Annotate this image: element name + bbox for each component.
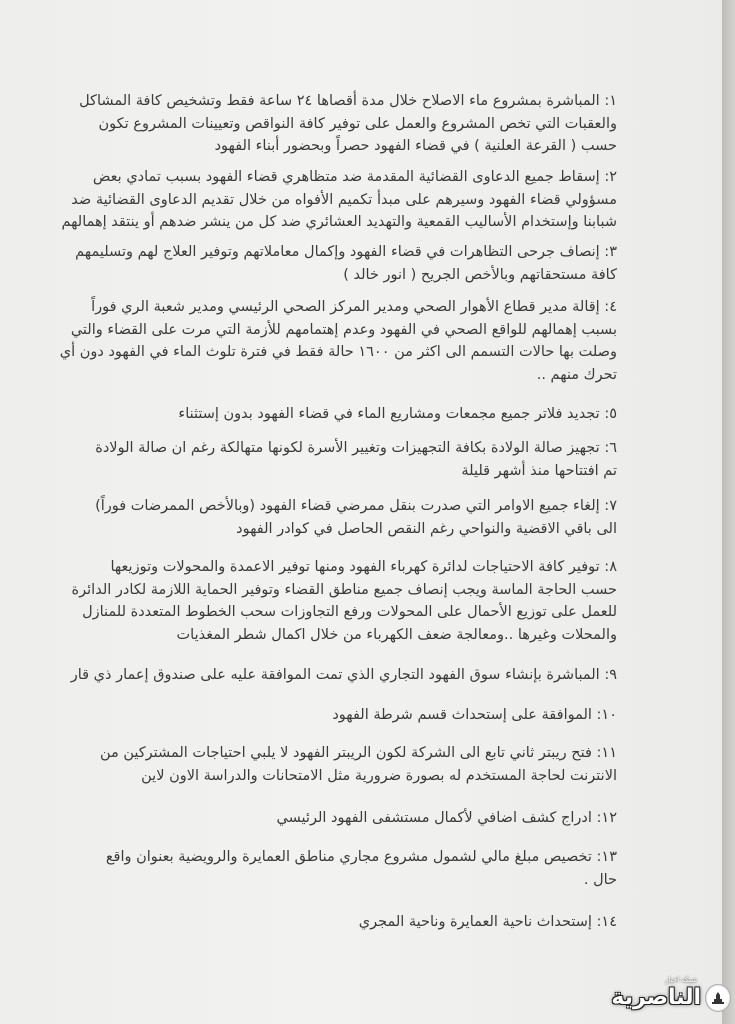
item-line: ١٢: ادراج كشف اضافي لأكمال مستشفى الفهود الرئيسي [276,810,617,826]
demand-item-4 [60,296,617,386]
paper-edge [722,0,735,1024]
item-line: حسب ( القرعة العلنية ) في قضاء الفهود حصراً وبحضور أبناء الفهود [214,138,617,154]
demand-item-14 [359,911,617,934]
item-line: ١٤: إستحداث ناحية العمايرة وناحية المجري [358,914,617,930]
item-line: ٩: المباشرة بإنشاء سوق الفهود التجاري الذي تمت الموافقة عليه على صندوق إعمار ذي قار [70,667,617,683]
demand-item-9 [71,664,617,687]
demand-item-13 [106,846,617,891]
demand-item-7 [95,495,617,540]
item-line: ٨: توفير كافة الاحتياجات لدائرة كهرباء الفهود ومنها توفير الاعمدة والمحولات وتوزيعها [110,559,617,575]
watermark-text: الناصرية [611,985,701,1010]
item-line: الى باقي الاقضية والنواحي رغم النقص الحاصل في كوادر الفهود [236,520,617,537]
watermark-logo [593,978,731,1018]
item-line: كافة مستحقاتهم وبالأخص الجريح ( انور خالد ) [343,266,617,283]
item-line: تحرك منهم .. [536,366,617,383]
item-line: الانترنت لحاجة المستخدم له بصورة ضرورية مثل الامتحانات والدراسة الاون لاين [141,767,617,784]
item-line: مسؤولي قضاء الفهود وسيرهم على مبدأ تكميم الأفواه من خلال تقديم الدعاوى القضائية ضد [71,191,617,208]
item-line: ١٠: الموافقة على إستحداث قسم شرطة الفهود [332,707,617,723]
item-line: ١: المباشرة بمشروع ماء الاصلاح خلال مدة أقصاها ٢٤ ساعة فقط وتشخيص كافة المشاكل [79,93,617,109]
demand-item-10 [332,704,617,727]
item-line: ٢: إسقاط جميع الدعاوى القضائية المقدمة ضد متظاهري قضاء الفهود بسبب تمادي بعض [92,169,617,185]
ziggurat-icon [705,984,731,1012]
item-line: ٣: إنصاف جرحى التظاهرات في قضاء الفهود وإكمال معاملاتهم وتوفير العلاج لهم وتسليمهم [75,244,617,260]
item-line: والمحلات وغيرها ..ومعالجة ضعف الكهرباء من خلال اكمال شطر المغذيات [176,626,617,643]
item-line: للعمل على توزيع الأحمال على المحولات ورفع التجاوزات سحب الخطوط المتعددة للمنازل [82,604,617,620]
item-line: حال . [583,871,617,888]
demand-item-12 [277,807,617,830]
demand-item-5 [178,403,617,426]
demand-item-3 [75,241,617,286]
demand-item-6 [95,437,617,482]
item-line: ٥: تجديد فلاتر جميع مجمعات ومشاريع الماء في قضاء الفهود بدون إستثناء [178,406,617,422]
item-line: حسب الحاجة الماسة ويجب إنصاف جميع مناطق القضاء وتوفير الحماية اللازمة لكادر الدائرة [71,581,617,598]
item-line: بسبب إهمالهم للواقع الصحي في الفهود وعدم إهتمامهم للأزمة التي مرت على القضاء والتي [70,321,617,338]
demand-item-11 [100,742,617,787]
item-line: ١٣: تخصيص مبلغ مالي لشمول مشروع مجاري مناطق العمايرة والرويضية بعنوان واقع [105,849,617,865]
watermark-small-text: شبكة اخبار [665,976,697,984]
item-line: والعقبات التي تخص المشروع والعمل على توفير كافة النواقص وتعيينات المشروع تكون [98,115,617,132]
item-line: شبابنا وإستخدام الأساليب القمعية والتهديد العشائري ضد كل من ينشر ضدهم أو ينتقد إهمالهم [61,214,617,230]
demand-item-1 [79,90,617,158]
item-line: تم افتتاحها منذ أشهر قليلة [461,462,617,479]
demand-item-8 [72,556,617,646]
item-line: ١١: فتح ريبتر ثاني تابع الى الشركة لكون الريبتر الفهود لا يلبي احتياجات المشتركين من [99,745,617,761]
item-line: ٧: إلغاء جميع الاوامر التي صدرت بنقل ممرضي قضاء الفهود (وبالأخص الممرضات فوراً) [95,498,617,514]
demand-item-2 [61,166,617,234]
item-line: وصلت بها حالات التسمم الى اكثر من ١٦٠٠ حالة فقط في فترة تلوث الماء في الفهود دون أي [59,344,617,360]
item-line: ٤: إقالة مدير قطاع الأهوار الصحي ومدير المركز الصحي الرئيسي ومدير شعبة الري فوراً [91,299,617,315]
item-line: ٦: تجهيز صالة الولادة بكافة التجهيزات وتغيير الأسرة لكونها متهالكة رغم ان صالة الولادة [95,440,617,456]
